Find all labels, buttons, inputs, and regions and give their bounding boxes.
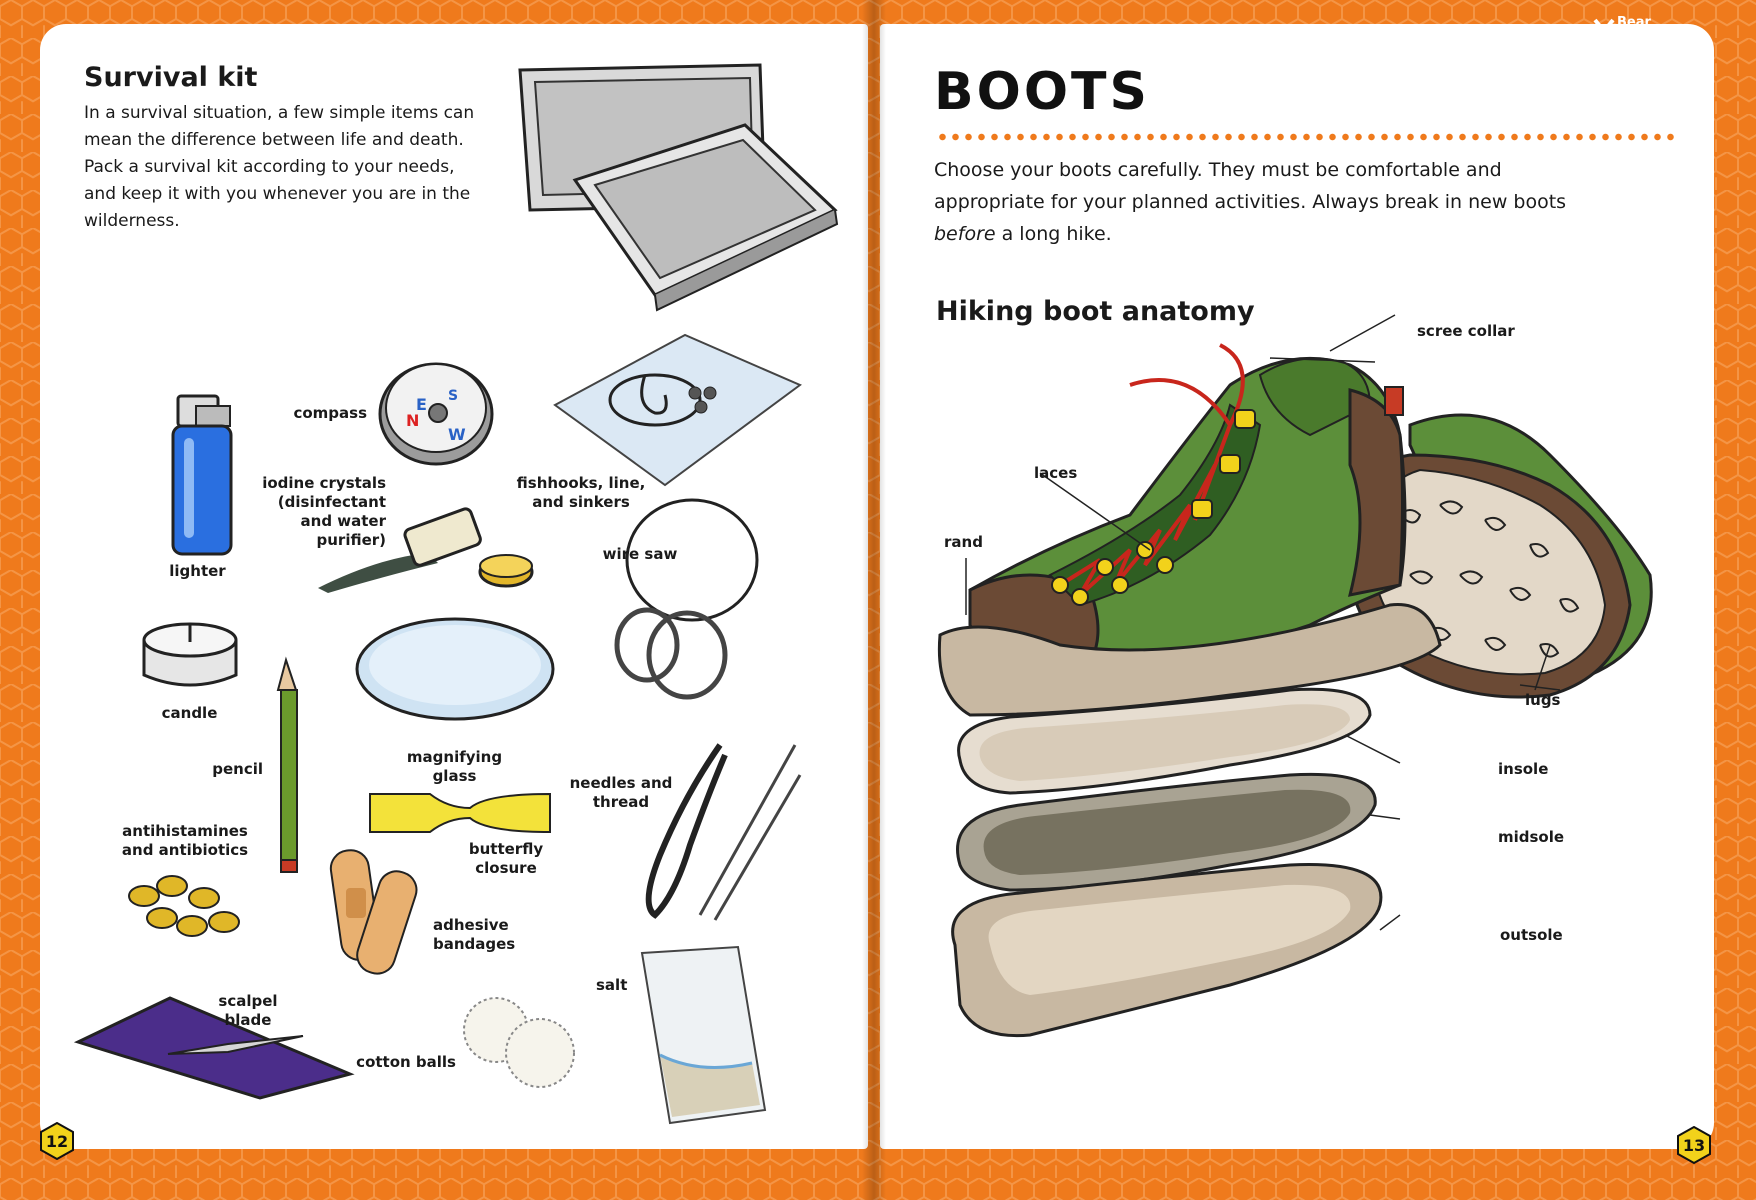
label-cotton-balls: cotton balls: [356, 1053, 456, 1071]
label-midsole: midsole: [1498, 828, 1565, 846]
label-pencil: pencil: [212, 760, 263, 778]
label-fishhooks: fishhooks, line, and sinkers: [516, 474, 646, 511]
hiking-boot-anatomy-title: Hiking boot anatomy: [936, 296, 1255, 327]
label-iodine-crystals: iodine crystals (disinfectant and water purifier): [262, 474, 386, 549]
survival-kit-intro: In a survival situation, a few simple items can mean the difference between life and death. Pack a survival kit according to your needs, and keep it with you whenever you are in the wilderness.: [84, 103, 475, 231]
pills-icon: [124, 868, 244, 948]
book-spine: [862, 0, 886, 1200]
label-magnifying-glass: magnifying glass: [406, 748, 503, 785]
butterfly-closure-icon: [368, 792, 553, 834]
label-rand: rand: [944, 533, 983, 551]
svg-text:S: S: [448, 388, 459, 404]
label-lighter: lighter: [169, 562, 226, 580]
label-outsole: outsole: [1500, 926, 1563, 944]
svg-text:W: W: [448, 425, 466, 444]
survival-kit-title: Survival kit: [84, 62, 258, 93]
label-adhesive-bandages: adhesive bandages: [433, 916, 516, 953]
wire-saw-icon: [612, 495, 762, 705]
page-number-13: 13: [1675, 1126, 1713, 1164]
label-needles-and-thread: needles and thread: [569, 774, 673, 811]
adhesive-bandages-icon: [328, 848, 428, 983]
label-scalpel-blade: scalpel blade: [218, 992, 278, 1029]
boots-intro: Choose your boots carefully. They must be comfortable and appropriate for your planned activities. Always break in new boots before a long hike.: [934, 159, 1567, 245]
tin-box-illustration: [515, 60, 845, 330]
label-salt: salt: [596, 976, 628, 994]
book-spread: Survival kit In a survival situation, a few simple items can mean the difference between life and death. Pack a survival kit according to your needs, and keep it with you whenever you are in the wilderness. E N S W compass iodine crystals (disinfectant and water purifier) fishhooks, line, and sinkers lighter wire saw candle pencil magnifying glass needles and thread antihistamines and antibiotics butterfly closure adhesive bandages salt scalpel blade cotton balls BOOTS Choose your boots carefully. They must be comfortable and appropriate for your planned activities. Always break in new boots before a long hike. Hiking boot anatomy scree collar laces rand lugs insole midsole outsole 12 13 Bear Grylls: [0, 0, 1756, 1200]
magnifying-glass-icon: [355, 617, 555, 727]
compass-icon: [378, 358, 498, 466]
lighter-icon: [170, 392, 240, 557]
pencil-icon: [278, 660, 306, 880]
svg-text:E: E: [416, 395, 427, 414]
cotton-balls-icon: [458, 995, 583, 1090]
label-butterfly-closure: butterfly closure: [468, 840, 544, 877]
needles-and-thread-icon: [630, 735, 810, 925]
dotted-divider: [936, 133, 1678, 141]
salt-bag-icon: [640, 945, 770, 1125]
label-insole: insole: [1498, 760, 1549, 778]
fishhooks-bag-icon: [555, 335, 805, 495]
label-lugs: lugs: [1525, 691, 1561, 709]
boots-title: BOOTS: [934, 62, 1150, 122]
label-scree-collar: scree collar: [1417, 322, 1515, 340]
svg-text:N: N: [406, 411, 420, 430]
label-wire-saw: wire saw: [602, 545, 678, 563]
label-laces: laces: [1034, 464, 1078, 482]
label-candle: candle: [161, 704, 218, 722]
candle-icon: [140, 620, 240, 692]
label-antihistamines: antihistamines and antibiotics: [121, 822, 249, 859]
label-compass: compass: [293, 404, 367, 422]
bear-grylls-x-icon: [1593, 18, 1615, 44]
page-number-12: 12: [38, 1122, 76, 1160]
